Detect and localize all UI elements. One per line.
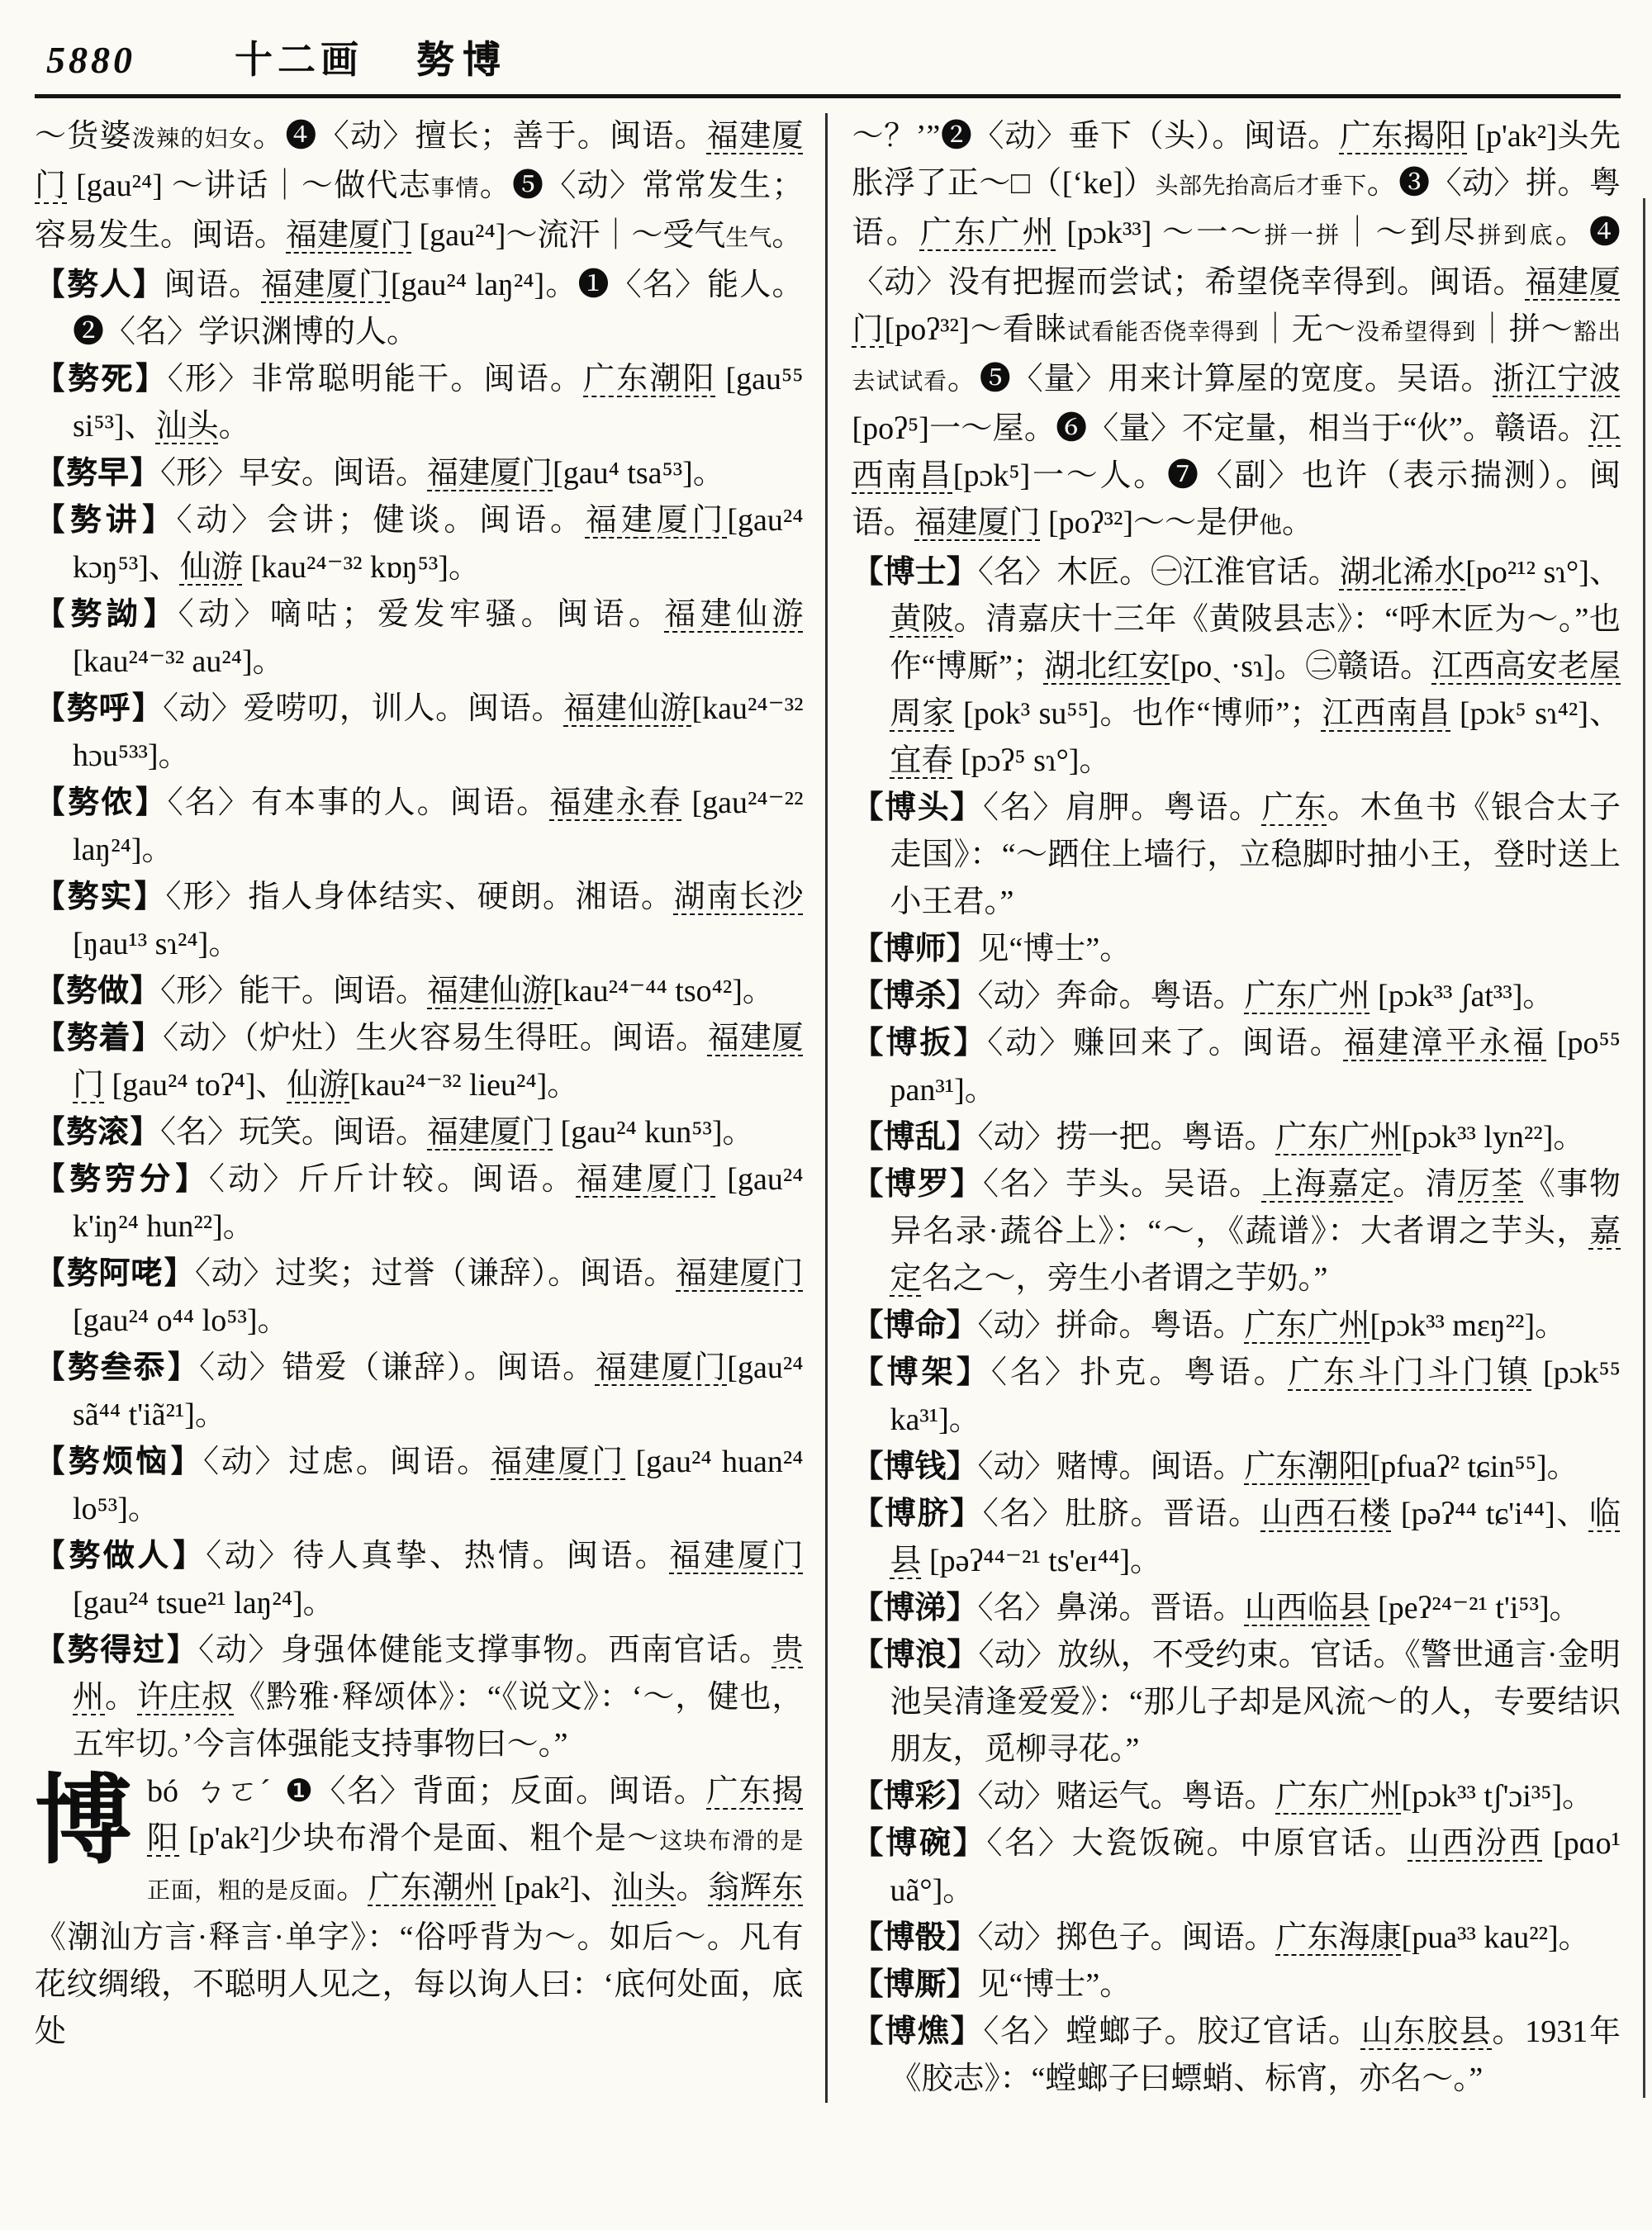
entry-body: 见“博士”。	[977, 932, 1132, 966]
headword-character: 博	[35, 1767, 133, 1876]
entry-headword: 【博碗】	[852, 1826, 987, 1861]
entry	[35, 591, 804, 686]
entry-headword: 【𠢕滚】	[35, 1115, 161, 1150]
entry-headword: 【博士】	[852, 555, 978, 590]
entry-headword: 【博涕】	[852, 1591, 978, 1625]
entry	[852, 785, 1621, 926]
entry-headword: 【博扳】	[852, 1026, 988, 1060]
entry-headword: 【𠢕呼】	[35, 691, 164, 726]
entry	[852, 1444, 1621, 1491]
entry-body: 〈形〉早安。闽语。福建厦门[gau⁴ tsa⁵³]。	[160, 456, 724, 491]
entry	[35, 686, 804, 780]
entry	[35, 1250, 804, 1345]
entry	[852, 1491, 1621, 1585]
entry	[35, 1015, 804, 1109]
entry	[852, 549, 1621, 785]
two-column-body	[35, 113, 1621, 2103]
entry-headword: 【博乱】	[852, 1120, 978, 1155]
entry	[852, 1962, 1621, 2009]
entry-headword: 【博浪】	[852, 1638, 979, 1672]
entry-body: 〈名〉有本事的人。闽语。福建永春 [gau²⁴⁻²² laŋ²⁴]。	[73, 785, 804, 867]
entry-body: 〈形〉指人身体结实、硬朗。湘语。湖南长沙 [ŋau¹³ sɿ²⁴]。	[73, 880, 804, 961]
entry-headword: 【博钱】	[852, 1450, 978, 1484]
entry-headword: 【博厮】	[852, 1967, 978, 2002]
left-column	[35, 113, 825, 2103]
entry	[35, 1627, 804, 1768]
page-edge-line	[1643, 198, 1645, 2098]
entry-headword: 【𠢕人】	[35, 268, 164, 302]
entry	[852, 926, 1621, 973]
entry-headword: 【𠢕得过】	[35, 1633, 199, 1668]
continuation-paragraph: ～货婆泼辣的妇女。❹〈动〉擅长；善于。闽语。福建厦门 [gau²⁴] ～讲话｜～做代志事情。❺〈动〉常常发生；容易发生。闽语。福建厦门 [gau²⁴]～流汗｜～受气生气。	[35, 119, 804, 253]
entry	[852, 973, 1621, 1020]
entry-body: 〈动〉身强体健能支撑事物。西南官话。贵州。许庄叔《黔雅·释颂体》：“《说文》：‘～，健也，五牢切。’今言体强能支持事物曰～。”	[73, 1633, 804, 1762]
entry-headword: 【𠢕早】	[35, 456, 161, 491]
entry	[35, 450, 804, 497]
page-number: 5880	[46, 39, 135, 81]
entry	[852, 2009, 1621, 2103]
entry-headword: 【𠢕阿咾】	[35, 1256, 195, 1291]
entry-body: 〈形〉非常聪明能干。闽语。广东潮阳 [gau⁵⁵ si⁵³]、汕头。	[73, 362, 804, 444]
entry-body: 〈名〉大瓷饭碗。中原官话。山西汾西 [pɑo¹ uã°]。	[890, 1826, 1621, 1908]
entry	[852, 1161, 1621, 1302]
entry	[852, 1302, 1621, 1350]
entry	[852, 1020, 1621, 1114]
entry-body: 〈动〉放纵，不受约束。官话。《警世通言·金明池吴清逢爱爱》：“那儿子却是风流～的人，专要结识朋友，觅柳寻花。”	[890, 1638, 1621, 1767]
header-rule	[35, 94, 1621, 98]
entry-headword: 【𠢕穷分】	[35, 1162, 209, 1197]
entry-body: 〈名〉木匠。㊀江淮官话。湖北浠水[po²¹² sɿ°]、黄陂。清嘉庆十三年《黄陂县志》：“呼木匠为～。”也作“博厮”；湖北红安[poˎ ·sɿ]。㊁赣语。江西高安老屋周家 [pok³ su⁵⁵]。也作“博师”；江西南昌 [pɔk⁵ sɿ⁴²]、宜春 [pɔʔ⁵ sɿ°]。	[890, 555, 1621, 778]
entry-body: 〈动〉拼命。粤语。广东广州[pɔk³³ mɛŋ²²]。	[977, 1308, 1567, 1343]
entry	[852, 1350, 1621, 1444]
entry-headword: 【博命】	[852, 1308, 978, 1343]
entry-body: 〈名〉鼻涕。晋语。山西临县 [peʔ²⁴⁻²¹ t'i⁵³]。	[977, 1591, 1581, 1625]
right-column	[828, 113, 1621, 2103]
pronunciation	[147, 1774, 272, 1809]
entry-body: 〈动〉赌博。闽语。广东潮阳[pfuaʔ² tɕin⁵⁵]。	[977, 1450, 1578, 1484]
entry-body: 〈动〉爱唠叨，训人。闽语。福建仙游[kau²⁴⁻³² hɔu⁵³³]。	[73, 691, 804, 773]
entry-body: 〈名〉螳螂子。胶辽官话。山东胶县。1931年《胶志》：“螳螂子曰螵蛸、标宵，亦名～。”	[890, 2014, 1621, 2096]
entry-body: 〈动〉（炉灶）生火容易生得旺。闽语。福建厦门 [gau²⁴ toʔ⁴]、仙游[kau²⁴⁻³² lieu²⁴]。	[73, 1021, 804, 1103]
entry	[35, 356, 804, 450]
entry-body: 〈动〉会讲；健谈。闽语。福建厦门[gau²⁴ kɔŋ⁵³]、仙游 [kau²⁴⁻³² kɒŋ⁵³]。	[73, 503, 804, 585]
entry	[852, 1914, 1621, 1962]
entry	[35, 1439, 804, 1533]
zhuyin: ㄅㄛˊ	[193, 1774, 272, 1809]
entry-body: 见“博士”。	[977, 1967, 1132, 2002]
entry-headword: 【𠢕做人】	[35, 1539, 206, 1573]
entry-body: ❶〈名〉背面；反面。闽语。广东揭阳 [p'ak²]少块布滑个是面、粗个是～这块布滑的是正面，粗的是反面。广东潮州 [pak²]、汕头。翁辉东《潮汕方言·释言·单字》：“俗呼背为～。如后～。凡有花纹绸缎，不聪明人见之，每以询人曰：‘底何处面，底处	[35, 1774, 804, 2049]
entry	[852, 1632, 1621, 1773]
entry	[852, 1773, 1621, 1820]
entry-headword: 【𠢕詏】	[35, 597, 178, 632]
entry	[35, 497, 804, 591]
entry	[35, 1345, 804, 1439]
section-headchars: 𠢕博	[416, 39, 509, 81]
entry-headword: 【𠢕叁忝】	[35, 1350, 200, 1385]
entry-body: 〈动〉捞一把。粤语。广东广州[pɔk³³ lyn²²]。	[977, 1120, 1585, 1155]
entry-headword: 【𠢕讲】	[35, 503, 177, 538]
entry	[35, 874, 804, 968]
entry-headword: 【𠢕实】	[35, 880, 166, 914]
entry-headword: 【𠢕做】	[35, 974, 161, 1008]
entry-body: 〈动〉掷色子。闽语。广东海康[pua³³ kau²²]。	[977, 1920, 1590, 1955]
entry	[35, 262, 804, 356]
entry-headword: 【𠢕死】	[35, 362, 168, 396]
entry-body: 〈形〉能干。闽语。福建仙游[kau²⁴⁻⁴⁴ tso⁴²]。	[160, 974, 774, 1008]
main-character-entry	[35, 1768, 804, 2056]
entry	[35, 1156, 804, 1250]
entry-headword: 【𠢕着】	[35, 1021, 164, 1056]
entry-headword: 【博头】	[852, 790, 984, 825]
entry-headword: 【博燋】	[852, 2014, 984, 2049]
entry-body: 〈动〉斤斤计较。闽语。福建厦门 [gau²⁴ k'iŋ²⁴ hun²²]。	[73, 1162, 804, 1244]
entry	[35, 780, 804, 874]
entry-body: 闽语。福建厦门[gau²⁴ laŋ²⁴]。❶〈名〉能人。❷〈名〉学识渊博的人。	[73, 268, 804, 349]
entry	[852, 1114, 1621, 1161]
entry-headword: 【𠢕侬】	[35, 785, 168, 820]
entry-body: 〈动〉奔命。粤语。广东广州 [pɔk³³ ʃat³³]。	[977, 979, 1555, 1013]
entry-body: 〈名〉芋头。吴语。上海嘉定。清厉荃《事物异名录·蔬谷上》：“～，《蔬谱》：大者谓之芋头，嘉定名之～，旁生小者谓之芋奶。”	[890, 1167, 1621, 1296]
entry-headword: 【博杀】	[852, 979, 978, 1013]
entry-body: 〈动〉过奖；过誉（谦辞）。闽语。福建厦门 [gau²⁴ o⁴⁴ lo⁵³]。	[73, 1256, 804, 1338]
entry-body: 〈名〉肚脐。晋语。山西石楼 [pəʔ⁴⁴ tɕ'i⁴⁴]、临县 [pəʔ⁴⁴⁻²¹ ts'eɪ⁴⁴]。	[890, 1497, 1621, 1578]
pinyin: bó	[147, 1774, 179, 1809]
entry-body: 〈动〉嘀咕；爱发牢骚。闽语。福建仙游 [kau²⁴⁻³² au²⁴]。	[73, 597, 804, 679]
entry-body: 〈动〉过虑。闽语。福建厦门 [gau²⁴ huan²⁴ lo⁵³]。	[73, 1445, 804, 1526]
entry-headword: 【博脐】	[852, 1497, 983, 1531]
entry-body: 〈动〉错爱（谦辞）。闽语。福建厦门[gau²⁴ sã⁴⁴ t'iã²¹]。	[73, 1350, 804, 1432]
stroke-count-label: 十二画	[235, 39, 363, 81]
entry	[852, 1820, 1621, 1914]
entry-headword: 【博师】	[852, 932, 978, 966]
entry	[852, 1585, 1621, 1632]
entry-headword: 【𠢕烦恼】	[35, 1445, 203, 1479]
entry-body: 〈名〉肩胛。粤语。广东。木鱼书《银合太子走国》：“～跴住上墙行，立稳脚时抽小王，登时送上小王君。”	[890, 790, 1621, 919]
entry-body: 〈动〉待人真挚、热情。闽语。福建厦门 [gau²⁴ tsue²¹ laŋ²⁴]。	[73, 1539, 804, 1620]
entry-headword: 【博架】	[852, 1355, 991, 1390]
entry	[35, 968, 804, 1015]
entry-body: 〈名〉扑克。粤语。广东斗门斗门镇 [pɔk⁵⁵ ka³¹]。	[890, 1355, 1621, 1437]
entry-headword: 【博彩】	[852, 1779, 978, 1814]
entry-body: 〈动〉赚回来了。闽语。福建漳平永福 [po⁵⁵ pan³¹]。	[890, 1026, 1621, 1108]
entry	[35, 1109, 804, 1156]
entry-headword: 【博骰】	[852, 1920, 978, 1955]
continuation-paragraph: ～？’”❷〈动〉垂下（头）。闽语。广东揭阳 [p'ak²]头先胀浮了正～□（[ʻke]）头部先抬高后才垂下。❸〈动〉拼。粤语。广东广州 [pɔk³³] ～一～拼一拼｜～到尽拼到底。❹〈动〉没有把握而尝试；希望侥幸得到。闽语。福建厦门[poʔ³²]～看睐试看能否侥幸得到｜无～没希望得到｜拼～豁出去试试看。❺〈量〉用来计算屋的宽度。吴语。浙江宁波[poʔ⁵]一～屋。❻〈量〉不定量，相当于“伙”。赣语。江西南昌[pɔk⁵]一～人。❼〈副〉也许（表示揣测）。闽语。福建厦门 [poʔ³²]～～是伊他。	[852, 119, 1621, 540]
page-header	[35, 21, 1621, 94]
entry-body: 〈动〉赌运气。粤语。广东广州[pɔk³³ tʃ'ɔi³⁵]。	[977, 1779, 1594, 1814]
entry-headword: 【博罗】	[852, 1167, 984, 1202]
entry	[35, 1533, 804, 1627]
entry-body: 〈名〉玩笑。闽语。福建厦门 [gau²⁴ kun⁵³]。	[160, 1115, 754, 1150]
